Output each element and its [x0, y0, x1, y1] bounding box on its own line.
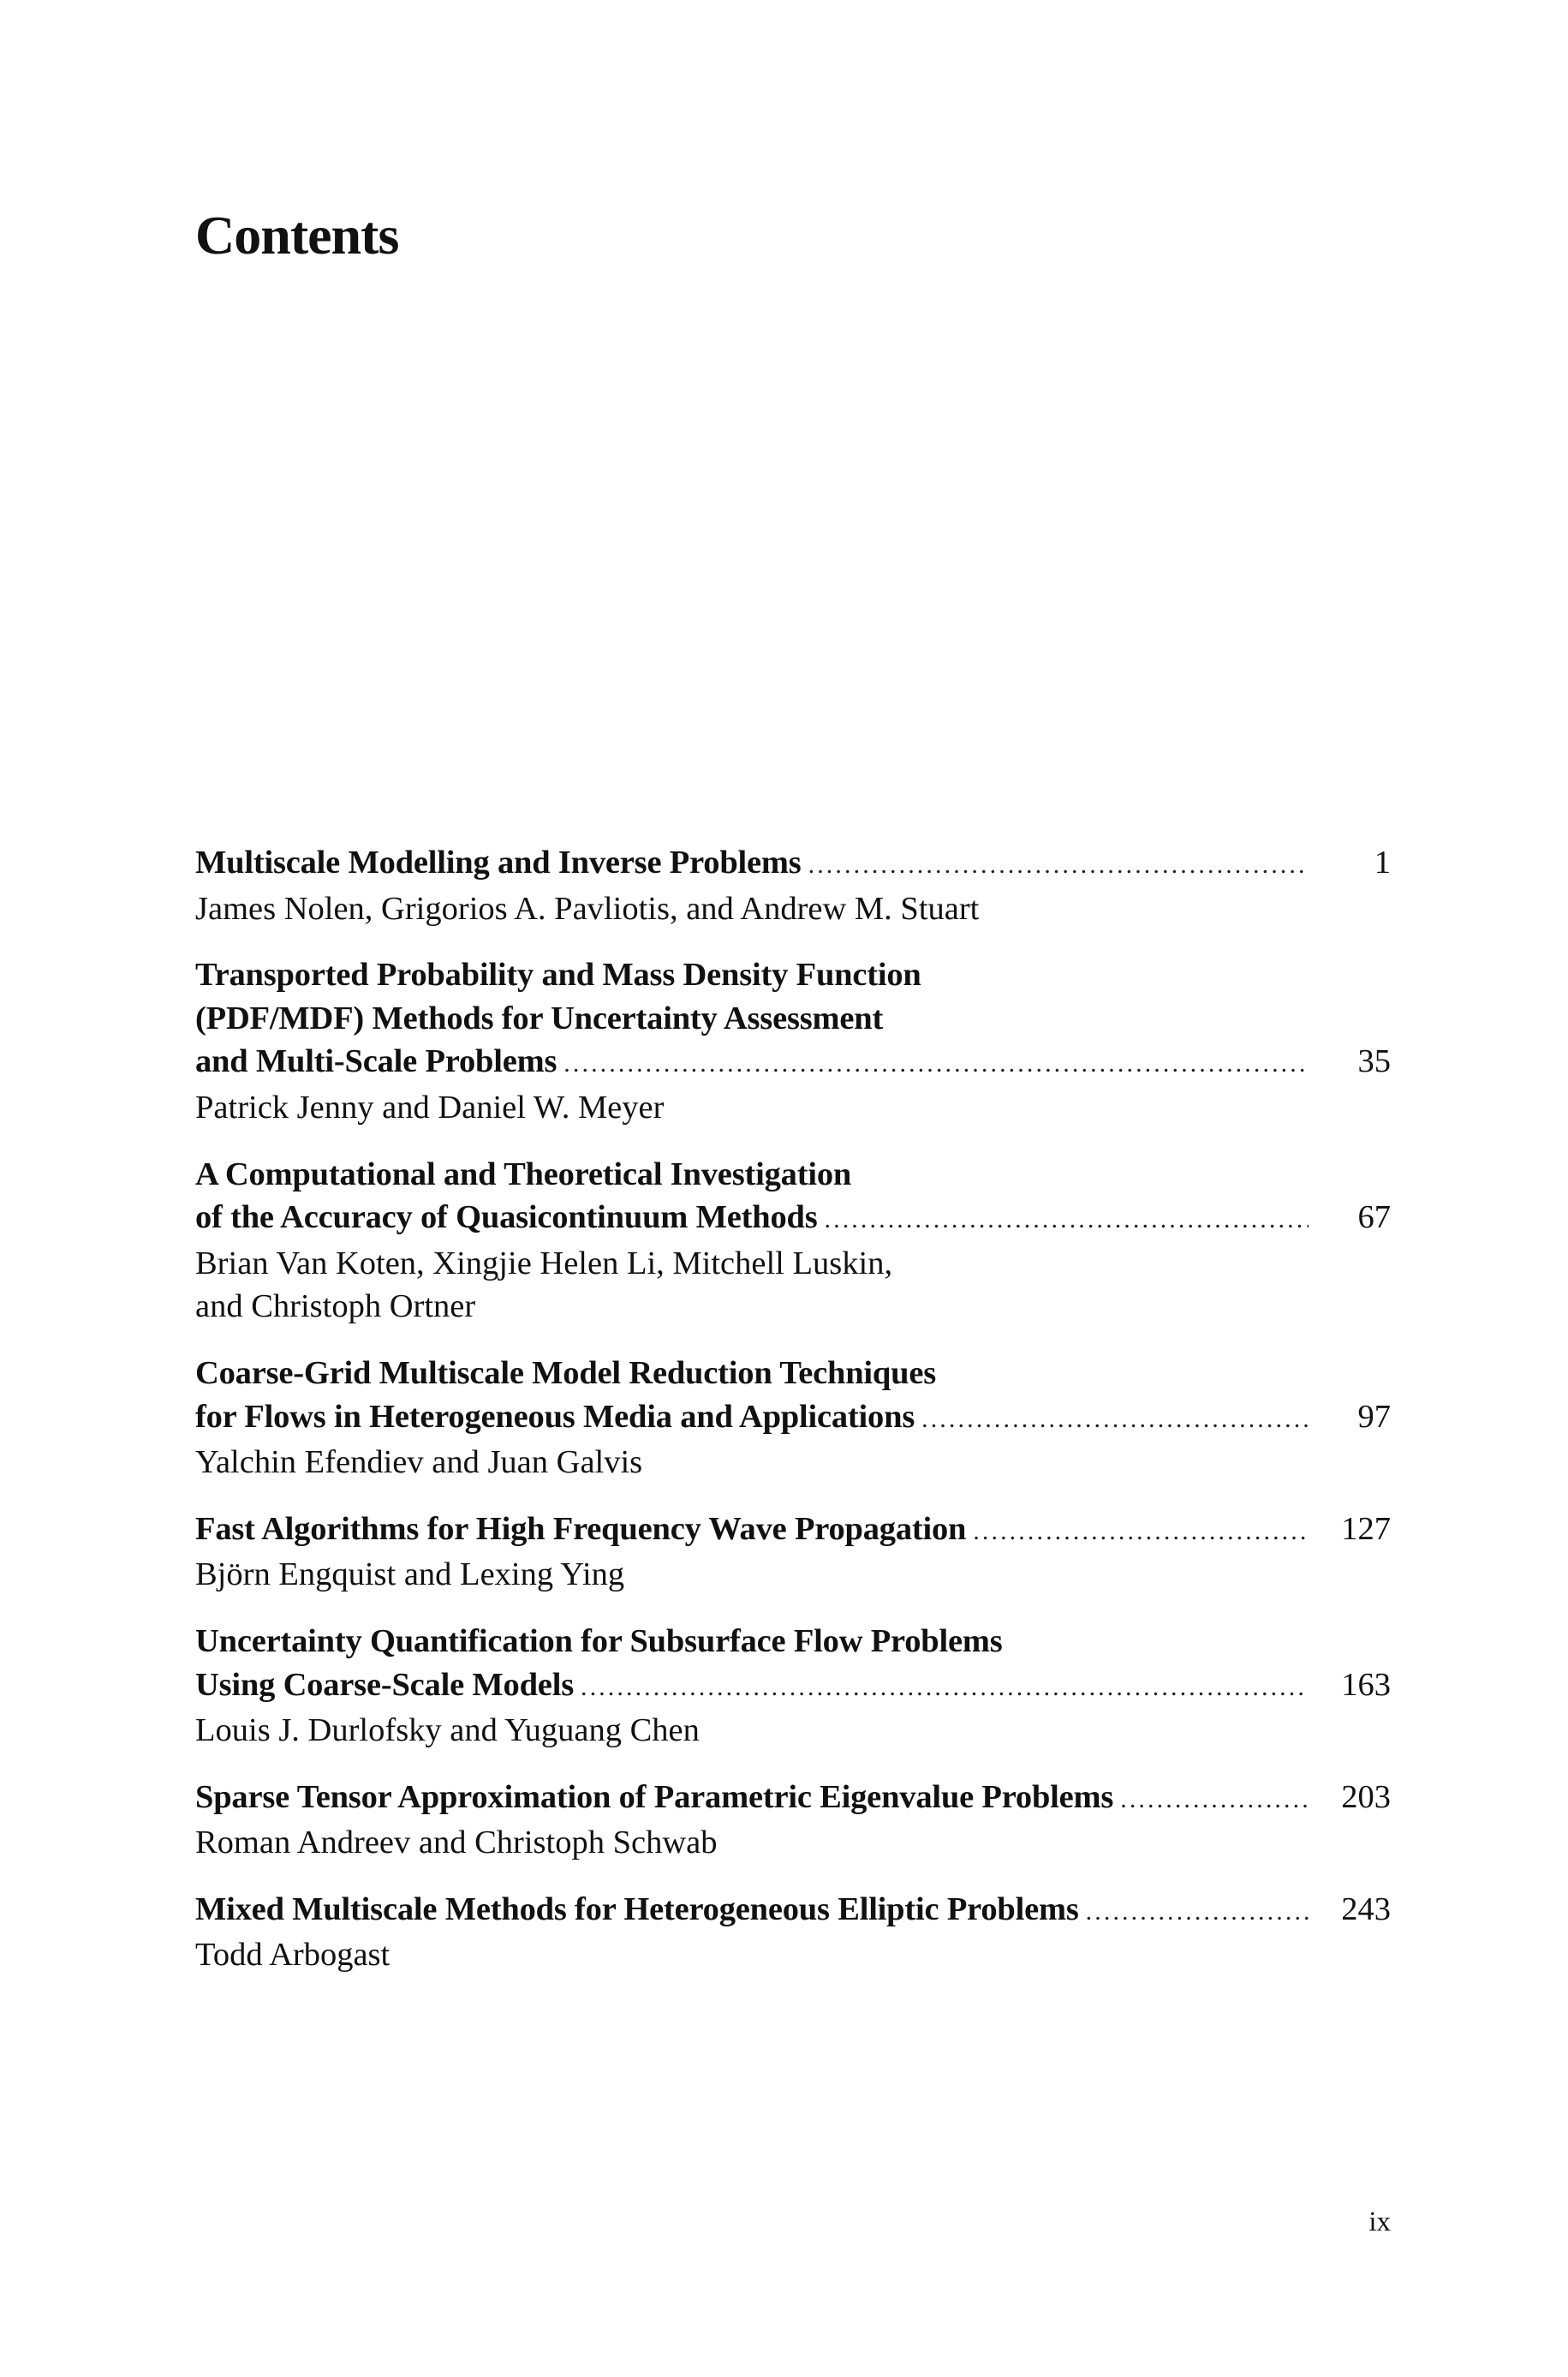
toc-entry-page-number[interactable]: 163: [1341, 1666, 1391, 1703]
dot-leader: [808, 841, 1309, 887]
toc-entry-title-line: Sparse Tensor Approximation of Parametric Eigenvalue Problems: [195, 1778, 1114, 1815]
page-title: Contents: [195, 205, 399, 266]
page-number: ix: [1368, 2207, 1391, 2237]
toc-entry-authors: Yalchin Efendiev and Juan Galvis: [195, 1444, 643, 1481]
toc-entry-title-line: Using Coarse-Scale Models: [195, 1666, 574, 1703]
toc-entry[interactable]: [195, 953, 1391, 1129]
toc-entry-title-line: Uncertainty Quantification for Subsurface Flow Problems: [195, 1622, 1003, 1659]
toc-entry[interactable]: [195, 1888, 1391, 1977]
toc-entry-title-row: [195, 1196, 1391, 1242]
toc-entry-title-line: Fast Algorithms for High Frequency Wave Propagation: [195, 1510, 967, 1547]
toc-entry-title-line: Coarse-Grid Multiscale Model Reduction Techniques: [195, 1354, 937, 1391]
toc-entry-title-row: [195, 1888, 1391, 1934]
toc-entry-authors: Björn Engquist and Lexing Ying: [195, 1556, 625, 1593]
toc-entry-title-line: Multiscale Modelling and Inverse Problems: [195, 845, 802, 881]
toc-entry-title-line: and Multi-Scale Problems: [195, 1043, 557, 1080]
toc-entry-authors: and Christoph Ortner: [195, 1288, 476, 1325]
toc-entry-title-row: [195, 841, 1391, 887]
toc-entry-page-number[interactable]: 97: [1357, 1398, 1391, 1435]
toc-entry-title-line: (PDF/MDF) Methods for Uncertainty Assessment: [195, 1000, 884, 1036]
toc-entry[interactable]: [195, 1508, 1391, 1597]
toc-entry-title-line: of the Accuracy of Quasicontinuum Methods: [195, 1199, 818, 1236]
dot-leader: [825, 1196, 1309, 1242]
toc-entry-title-row: [195, 1395, 1391, 1442]
dot-leader: [973, 1508, 1309, 1554]
toc-entry-page-number[interactable]: 1: [1374, 845, 1391, 881]
toc-entry-title-line: A Computational and Theoretical Investigation: [195, 1156, 852, 1192]
table-of-contents: [195, 841, 1391, 2000]
toc-entry-title-row: [195, 1776, 1391, 1822]
toc-entry-title-row: [195, 1040, 1391, 1086]
toc-entry-title-row: [195, 1663, 1391, 1710]
toc-entry[interactable]: [195, 1352, 1391, 1484]
toc-entry-page-number[interactable]: 127: [1341, 1510, 1391, 1547]
toc-entry-title-line: Transported Probability and Mass Density Function: [195, 957, 921, 994]
dot-leader: [563, 1040, 1309, 1086]
toc-entry-title-line: for Flows in Heterogeneous Media and Applications: [195, 1398, 915, 1435]
toc-entry-authors: James Nolen, Grigorios A. Pavliotis, and Andrew M. Stuart: [195, 890, 980, 927]
toc-entry-authors: Todd Arbogast: [195, 1937, 391, 1974]
dot-leader: [921, 1395, 1309, 1442]
toc-entry[interactable]: [195, 1153, 1391, 1329]
toc-entry-authors: Roman Andreev and Christoph Schwab: [195, 1825, 718, 1861]
toc-entry-authors: Louis J. Durlofsky and Yuguang Chen: [195, 1712, 700, 1749]
toc-entry[interactable]: [195, 1620, 1391, 1753]
dot-leader: [1086, 1888, 1309, 1934]
toc-entry-page-number[interactable]: 35: [1357, 1043, 1391, 1080]
toc-entry-page-number[interactable]: 243: [1341, 1890, 1391, 1927]
dot-leader: [1120, 1776, 1309, 1822]
toc-entry-authors: Patrick Jenny and Daniel W. Meyer: [195, 1089, 665, 1126]
toc-entry-authors: Brian Van Koten, Xingjie Helen Li, Mitchell Luskin,: [195, 1245, 893, 1281]
toc-entry-page-number[interactable]: 67: [1357, 1199, 1391, 1236]
toc-entry[interactable]: [195, 1776, 1391, 1865]
toc-entry-title-row: [195, 1508, 1391, 1554]
toc-entry-page-number[interactable]: 203: [1341, 1778, 1391, 1815]
toc-entry-title-line: Mixed Multiscale Methods for Heterogeneous Elliptic Problems: [195, 1890, 1079, 1927]
dot-leader: [581, 1663, 1309, 1710]
toc-entry[interactable]: [195, 841, 1391, 930]
